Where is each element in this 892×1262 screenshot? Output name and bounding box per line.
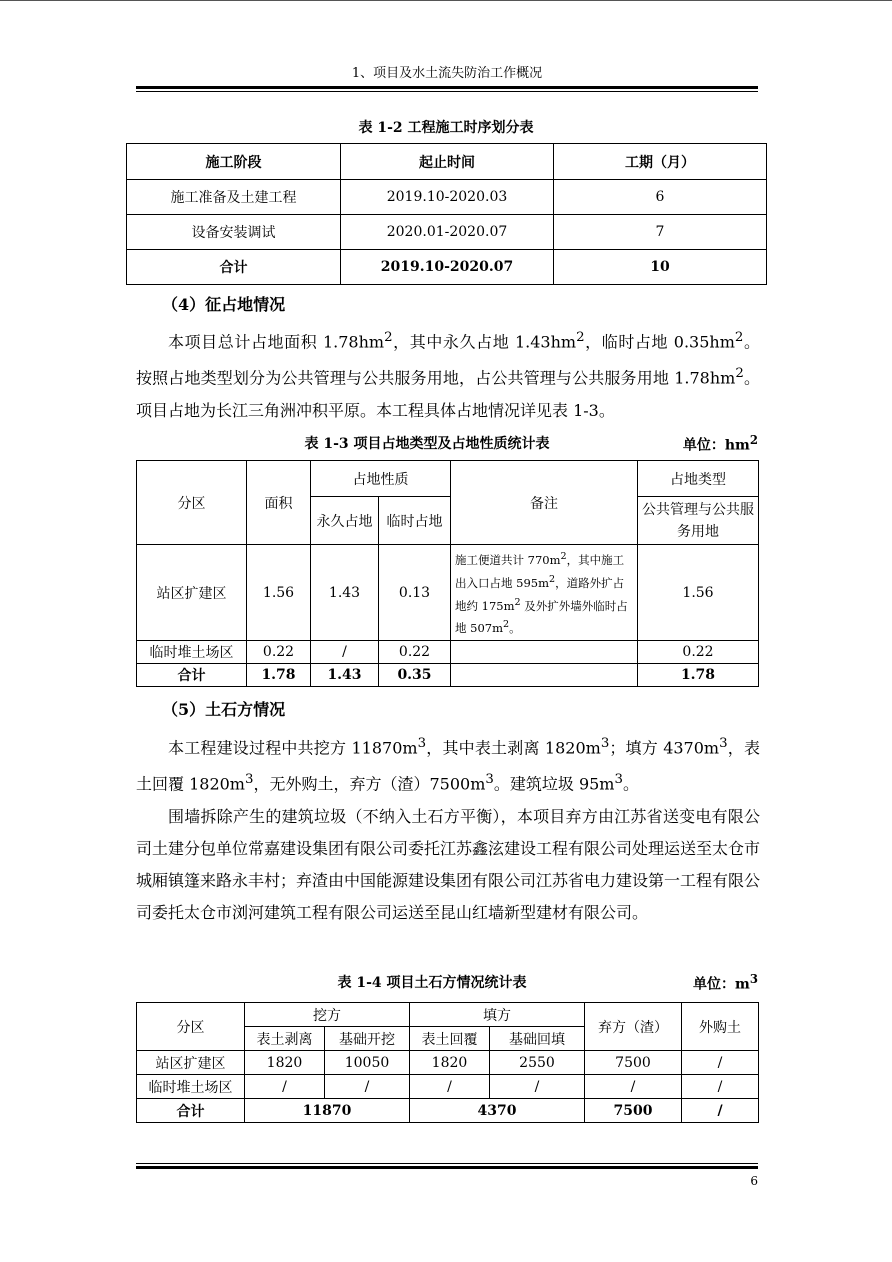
table-cell: 临时堆土场区 [137, 641, 247, 664]
section-4-heading: （4）征占地情况 [162, 295, 286, 314]
section-4-text: 本项目总计占地面积 $1.78hm^2$，其中永久占地 $1.43hm^2$，临时占地 $0.35hm^2$。按照占地类型划分为公共管理与公共服务用地，占公共管理与公共服务用地 $1.78hm^2$。项目占地为长江三角洲冲积平原。本工程具体占地情况详见表 1-3。 [136, 330, 760, 420]
table-1-3-header-note: 备注 [451, 461, 638, 545]
table-1-4 [136, 1002, 759, 1123]
header-rule-thin [136, 91, 758, 92]
table-1-4-header-foundation-cut: 基础开挖 [325, 1027, 410, 1051]
table-cell: 合计 [137, 1099, 245, 1123]
table-1-2-header-months: 工期（月） [554, 144, 767, 180]
table-cell: 11870 [245, 1099, 410, 1123]
table-cell: 2020.01-2020.07 [341, 215, 554, 250]
table-cell: / [585, 1075, 682, 1099]
section-4-paragraph [136, 322, 760, 427]
table-cell: 设备安装调试 [127, 215, 341, 250]
table-cell: 2550 [490, 1051, 585, 1075]
table-cell: 1.78 [247, 664, 311, 687]
table-cell: 0.22 [638, 641, 759, 664]
table-1-4-header-purchase: 外购土 [682, 1003, 759, 1051]
table-cell: 0.13 [379, 545, 451, 641]
footer-rule [136, 1166, 758, 1169]
table-1-4-header-cut: 挖方 [245, 1003, 410, 1027]
table-cell: / [682, 1075, 759, 1099]
table-cell: 临时堆土场区 [137, 1075, 245, 1099]
table-cell: 站区扩建区 [137, 1051, 245, 1075]
table-cell: / [682, 1099, 759, 1123]
table-cell: 1.56 [638, 545, 759, 641]
table-1-2 [126, 143, 767, 285]
table-cell: 2019.10-2020.03 [341, 180, 554, 215]
table-1-4-header-strip: 表土剥离 [245, 1027, 325, 1051]
section-5-paragraph-1: 本工程建设过程中共挖方 $11870m^3$，其中表土剥离 $1820m^3$；填方 $4370m^3$，表土回覆 $1820m^3$，无外购土，弃方（渣）$7500m^3$。建筑垃圾 $95m^3$。 [136, 736, 760, 794]
table-1-2-caption: 表 1-2 工程施工时序划分表 [358, 120, 534, 136]
table-cell: 7500 [585, 1051, 682, 1075]
table-cell: / [245, 1075, 325, 1099]
table-1-3-header-public-land: 公共管理与公共服务用地 [638, 497, 759, 545]
table-cell: 合计 [127, 250, 341, 285]
table-cell: 1.56 [247, 545, 311, 641]
table-cell: / [311, 641, 379, 664]
table-cell: / [490, 1075, 585, 1099]
page-number: 6 [750, 1174, 758, 1188]
top-border-line [0, 0, 892, 1]
section-5-paragraphs [136, 728, 760, 929]
table-1-4-caption-row [136, 972, 758, 992]
section-5-paragraph-2: 围墙拆除产生的建筑垃圾（不纳入土石方平衡），本项目弃方由江苏省送变电有限公司土建分包单位常嘉建设集团有限公司委托江苏鑫泫建设工程有限公司处理运送至太仓市城厢镇篷来路永丰村；弃渣由中国能源建设集团有限公司江苏省电力建设第一工程有限公司委托太仓市浏河建筑工程有限公司运送至昆山红墙新型建材有限公司。 [136, 806, 761, 922]
table-1-4-header-backfill: 基础回填 [490, 1027, 585, 1051]
table-1-2-header-period: 起止时间 [341, 144, 554, 180]
table-cell: 2019.10-2020.07 [341, 250, 554, 285]
table-cell: 7 [554, 215, 767, 250]
table-cell: 10050 [325, 1051, 410, 1075]
table-cell [451, 641, 638, 664]
table-cell [451, 664, 638, 687]
table-1-4-header-restore: 表土回覆 [410, 1027, 490, 1051]
table-1-4-header-zone: 分区 [137, 1003, 245, 1051]
table-cell: 7500 [585, 1099, 682, 1123]
table-1-4-header-fill: 填方 [410, 1003, 585, 1027]
table-1-3 [136, 460, 759, 687]
table-cell: / [325, 1075, 410, 1099]
table-1-3-unit: 单位：$hm^2$ [682, 433, 758, 454]
section-5-heading: （5）土石方情况 [162, 700, 286, 719]
table-cell: 6 [554, 180, 767, 215]
table-cell: / [682, 1051, 759, 1075]
table-cell: 施工准备及土建工程 [127, 180, 341, 215]
table-1-3-header-area: 面积 [247, 461, 311, 545]
table-1-2-header-stage: 施工阶段 [127, 144, 341, 180]
table-cell: 0.22 [247, 641, 311, 664]
table-1-3-caption: 表 1-3 项目占地类型及占地性质统计表 [304, 436, 550, 452]
table-1-3-header-zone: 分区 [137, 461, 247, 545]
table-1-3-header-permanent: 永久占地 [311, 497, 379, 545]
table-cell: 0.35 [379, 664, 451, 687]
table-cell: 1.43 [311, 664, 379, 687]
table-cell: 0.22 [379, 641, 451, 664]
table-1-4-caption: 表 1-4 项目土石方情况统计表 [337, 975, 527, 991]
table-1-4-header-spoil: 弃方（渣） [585, 1003, 682, 1051]
table-1-3-header-nature: 占地性质 [311, 461, 451, 497]
table-cell: 1.78 [638, 664, 759, 687]
table-cell: / [410, 1075, 490, 1099]
table-1-3-header-type: 占地类型 [638, 461, 759, 497]
footer-rule-thin [136, 1163, 758, 1164]
table-1-4-unit: 单位：$m^3$ [693, 972, 758, 993]
table-cell: 1820 [245, 1051, 325, 1075]
table-cell: 4370 [410, 1099, 585, 1123]
table-1-3-caption-row [136, 433, 758, 453]
table-cell: 10 [554, 250, 767, 285]
header-rule [136, 86, 758, 89]
table-cell: 合计 [137, 664, 247, 687]
table-cell: 1820 [410, 1051, 490, 1075]
table-1-3-note-cell: 施工便道共计 $770m^2$，其中施工出入口占地 $595m^2$，道路外扩占地约 $175m^2$ 及外扩外墙外临时占地 $507m^2$。 [451, 545, 638, 641]
running-header: 1、项目及水土流失防治工作概况 [351, 66, 543, 81]
table-cell: 站区扩建区 [137, 545, 247, 641]
table-cell: 1.43 [311, 545, 379, 641]
table-1-3-header-temporary: 临时占地 [379, 497, 451, 545]
